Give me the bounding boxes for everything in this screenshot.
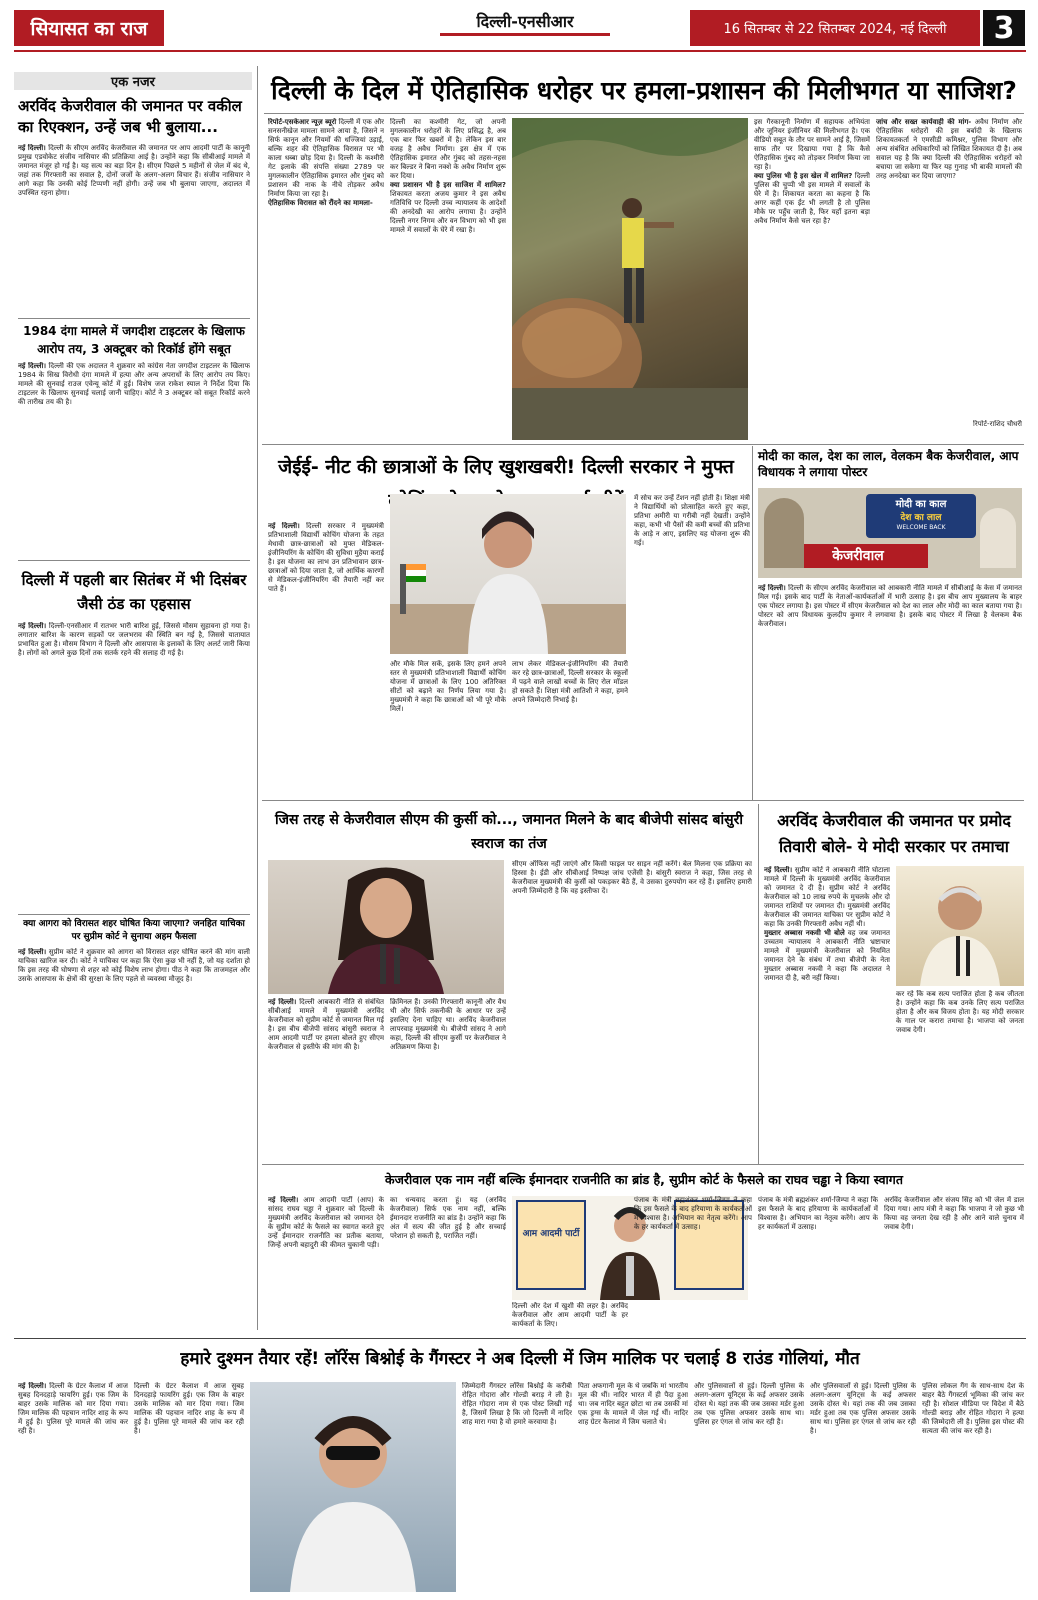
divider	[262, 1164, 1024, 1165]
victim-photo	[250, 1382, 456, 1592]
story-body	[268, 522, 384, 794]
divider	[262, 800, 1024, 801]
masthead-brand: सियासत का राज	[14, 10, 164, 46]
story-body	[18, 948, 250, 1326]
story-body: लाभ लेकर मेडिकल-इंजीनियरिंग की तैयारी कर रहे छात्र-छात्राओं, दिल्ली सरकार के स्कूलों में पढ़ने वाले लाखों बच्चों के लिए रोल मॉडल हो सकते हैं। शिक्षा मंत्री आतिशी ने कहा, हमने अपने जिम्मेदारी निभाई है।	[512, 660, 628, 704]
pramod-tiwari-photo	[896, 866, 1024, 986]
dateline: नई दिल्ली।	[764, 866, 793, 874]
subhead: क्या प्रशासन भी है इस साजिश में शामिल?	[390, 181, 506, 189]
story-body	[764, 866, 890, 1158]
story-body: अरविंद केजरीवाल और संजय सिंह को भी जेल में डाल दिया गया। आप मंत्री ने कहा कि भाजपा ने जो कुछ भी किया वह जनता देख रही है और आने वाले चुनाव में जवाब देगी।	[884, 1196, 1024, 1231]
reporter-credit: रिपोर्ट-राशिद चौधरी	[973, 420, 1022, 428]
story-body: पंजाब के मंत्री ब्रह्मशंकर शर्मा-जिम्पा ने कहा कि इस फैसले के बाद हरियाणा के कार्यकर्ताओं में विश्वास है। अभियान का नेतृत्व करेंगे। आप के हर कार्यकर्ता में उत्साह।	[634, 1196, 752, 1231]
story-body: दिल्ली के ग्रेटर कैलाश में आज सुबह दिनदहाड़े फायरिंग हुई। एक जिम के बाहर उसके मालिक को मार दिया गया। जिम मालिक की पहचान नादिर शाह के रूप में हुई है। पुलिस पूरे मामले की जांच कर रही है।	[134, 1382, 244, 1435]
subhead: ऐतिहासिक विरासत को रौंदने का मामला-	[268, 199, 373, 207]
story-body	[268, 998, 384, 1162]
photo-caption: दिल्ली और देश में खुशी की लहर है। अरविंद केजरीवाल और आम आदमी पार्टी के हर कार्यकर्ता के लिए।	[512, 1302, 628, 1328]
story-text: दिल्ली के सीएम अरविंद केजरीवाल को आबकारी नीति मामले में सीबीआई के केस में जमानत मिल गई। इसके बाद पार्टी के नेताओं-कार्यकर्ताओं में भारी उत्साह है। इस बीच आप मुख्यालय के बाहर एक पोस्टर लगाया है। इस पोस्टर में सीएम केजरीवाल को देश का लाल और मोदी का काल बताया गया है। पोस्टर को आप विधायक कुलदीप कुमार ने लगवाया है। इसके बाद पोस्टर में लिखा है वेलकम बैक केजरीवाल।	[758, 584, 1022, 628]
story-body	[18, 622, 250, 912]
story-text: इस गैरकानूनी निर्माण में सहायक अभियंता और जूनियर इंजीनियर की मिलीभगत है। एक वीडियो सबूत के तौर पर सामने आई है, जिसमें साफ तौर पर दिखाया गया है कि कैसे ऐतिहासिक गुंबद को तोड़कर निर्माण किया जा रहा है।	[754, 118, 870, 171]
masthead-rule	[14, 50, 1026, 52]
story-text: शिकायत करता अजय कुमार ने इस अवैध गतिविधि पर दिल्ली उच्च न्यायालय के आदेशों की अनदेखी का आरोप लगाया है। उन्होंने दिल्ली नगर निगम और वन विभाग को भी इस मामले में सवालों के घेरे में रखा है।	[390, 190, 506, 234]
story-body: पिता अफगानी मूल के थे जबकि मां भारतीय मूल की थीं। नादिर भारत में ही पैदा हुआ था। जब नादिर बहुत छोटा था तब उसकी मां एक ड्रग्स के मामले में जेल गई थीं। नादिर शाह ग्रेटर कैलाश में जिम चलाते थे।	[578, 1382, 688, 1426]
story-text: दिल्ली-एनसीआर में रातभर भारी बारिश हुई, जिससे मौसम सुहावना हो गया है। लगातार बारिश के कारण सड़कों पर जलभराव की स्थिति बन गई है, जिससे यातायात प्रभावित हुआ है। मौसम विभाग ने दिल्ली और आसपास के इलाकों के लिए अलर्ट जारी किया है। लोगों को अगले कुछ दिनों तक सतर्क रहने की सलाह दी गई है।	[18, 622, 250, 657]
story-body	[18, 1382, 128, 1592]
dateline: नई दिल्ली।	[18, 948, 47, 956]
story-headline: जिस तरह से केजरीवाल सीएम की कुर्सी को..., जमानत मिलने के बाद बीजेपी सांसद बांसुरी स्वराज का तंज	[275, 812, 743, 852]
photo-illustration	[896, 866, 1024, 986]
page-number: 3	[983, 10, 1025, 46]
subhead: मुख्तार अब्बास नकवी भी बोले	[764, 929, 845, 937]
heritage-site-photo	[512, 118, 748, 440]
story-headline: अरविंद केजरीवाल की जमानत पर वकील का रिएक्शन, उन्हें जब भी बुलाया...	[18, 97, 242, 136]
story-body: क्रिमिनल हैं। उनकी गिरफ्तारी कानूनी और वैध थी और सिर्फ तकनीकी के आधार पर उन्हें इसलिए देना चाहिए था। अरविंद केजरीवाल लापरवाह मुख्यमंत्री थे। बीजेपी सांसद ने आगे कहा, दिल्ली की सीएम कुर्सी पर केजरीवाल ने अतिक्रमण किया है।	[390, 998, 506, 1051]
story-body: सीएम ऑफिस नहीं जाएंगे और किसी फाइल पर साइन नहीं करेंगे। बेल मिलना एक प्रक्रिया का हिस्सा है। ईडी और सीबीआई निष्पक्ष जांच एजेंसी है। बांसुरी स्वराज ने कहा, जिस तरह से केजरीवाल मुख्यमंत्री की कुर्सी को पकड़कर बैठे हैं, वे उसका दुरुपयोग कर रहे हैं। इसलिए हमारी अपनी जिम्मेदारी है कि वह इस्तीफा दें।	[512, 860, 752, 895]
masthead-date: 16 सितम्बर से 22 सितम्बर 2024, नई दिल्ली	[690, 10, 980, 46]
story-body	[268, 118, 384, 442]
divider	[18, 560, 250, 561]
story-body	[18, 362, 250, 560]
story-body: और मौके मिल सकें, इसके लिए हमने अपने स्तर से मुख्यमंत्री प्रतिभाशाली विद्यार्थी कोचिंग योजना में छात्राओं के लिए 100 अतिरिक्त सीटों को बढ़ाने का निर्णय लिया गया है। मुख्यमंत्री ने कहा कि छात्राओं को भी पूरे मौके मिलें।	[390, 660, 506, 713]
photo-illustration	[250, 1382, 456, 1592]
column-rule	[257, 66, 258, 1330]
column-rule	[752, 446, 753, 800]
divider	[18, 914, 250, 915]
story-text: सुप्रीम कोर्ट ने शुक्रवार को आगरा को विरासत शहर घोषित करने की मांग वाली याचिका खारिज कर दी। कोर्ट ने याचिका पर कहा कि ऐसा कुछ भी नहीं है, जो यह दर्शाता हो कि इस तरह की घोषणा से शहर को कोई विशेष लाभ होगा। पीठ ने कहा कि ताजमहल और उसके आसपास के क्षेत्रों की सुरक्षा के लिए पहले से व्यवस्था मौजूद है।	[18, 948, 250, 983]
person-figure	[764, 498, 804, 568]
story-text: आम आदमी पार्टी (आप) के सांसद राघव चड्ढा ने शुक्रवार को दिल्ली के मुख्यमंत्री अरविंद केजरीवाल को जमानत देने के सुप्रीम कोर्ट के फैसले का स्वागत करते हुए उन्हें ईमानदार राजनीति का प्रतीक बताया, जिन्हें अपनी बहादुरी की कीमत चुकानी पड़ी।	[268, 1196, 384, 1249]
photo-illustration	[512, 118, 748, 440]
story-text: वह जब जमानत उच्चतम न्यायालय ने आबकारी नीति भ्रष्टाचार मामले में मुख्यमंत्री केजरीवाल को नियमित जमानत देने के संबंध में तथा बीजेपी के नेता मुख्तार अब्बास नकवी ने कहा कि अदालत ने जमानत दी है, बरी नहीं किया।	[764, 929, 890, 982]
story-text: दिल्ली सरकार ने मुख्यमंत्री प्रतिभाशाली विद्यार्थी कोचिंग योजना के तहत मेधावी छात्र-छात्राओं को मुफ्त मेडिकल-इंजीनियरिंग के कोचिंग की सुविधा मुहैया कराई है। इस योजना का लाभ उन प्रतिभावान छात्र-छात्राओं को दिया जाता है, जो आर्थिक कारणों से मेडिकल-इंजीनियरिंग की तैयारी नहीं कर पाते हैं।	[268, 522, 384, 593]
story-text: दिल्ली आबकारी नीति से संबंधित सीबीआई मामले में मुख्यमंत्री अरविंद केजरीवाल को सुप्रीम कोर्ट से जमानत मिल गई है। इस बीच बीजेपी सांसद बांसुरी स्वराज ने आम आदमी पार्टी पर हमला बोलते हुए सीएम केजरीवाल से इस्तीफे की मांग की है।	[268, 998, 384, 1051]
lead-headline: दिल्ली के दिल में ऐतिहासिक धरोहर पर हमला-प्रशासन की मिलीभगत या साजिश?	[264, 68, 1024, 114]
story-headline: केजरीवाल एक नाम नहीं बल्कि ईमानदार राजनीति का ब्रांड है, सुप्रीम कोर्ट के फैसले का राघव चड्ढा ने किया स्वागत	[385, 1172, 903, 1187]
story-body: और पुलिसवालों से हुई। दिल्ली पुलिस के अलग-अलग यूनिट्स के कई अफसर उसके दोस्त थे। यहां तक की जब उसका मर्डर हुआ तब एक पुलिस अफसर उसके साथ था। पुलिस हर एंगल से जांच कर रही है।	[694, 1382, 804, 1426]
story-body: कर रहे कि कब सत्य पराजित होता है कब जीतता है। उन्होंने कहा कि कब उनके लिए सत्य पराजित होता है और कब विजय होता है। यह मोदी सरकार के गाल पर करारा तमाचा है। भाजपा को जनता जवाब देगी।	[896, 990, 1024, 1034]
divider	[14, 1338, 1026, 1339]
story-text: दिल्ली की एक अदालत ने शुक्रवार को कांग्रेस नेता जगदीश टाइटलर के खिलाफ 1984 के सिख विरोधी दंगा मामले में हत्या और अन्य अपराधों के लिए आरोप तय किए। मामले की सुनवाई राउज एवेन्यू कोर्ट में हुई। विशेष जज राकेश स्याल ने निर्देश दिया कि टाइटलर के खिलाफ सुनवाई चलाई जानी चाहिए। कोर्ट ने 3 अक्टूबर को सबूत रिकॉर्ड करने की तारीख तय की है।	[18, 362, 250, 406]
story-headline: 1984 दंगा मामले में जगदीश टाइटलर के खिलाफ आरोप तय, 3 अक्टूबर को रिकॉर्ड होंगे सबूत	[23, 324, 245, 356]
dateline: नई दिल्ली।	[268, 998, 297, 1006]
dateline: नई दिल्ली।	[268, 522, 300, 530]
story-body: का धन्यवाद करता हूं। यह (अरविंद केजरीवाल) सिर्फ एक नाम नहीं, बल्कि ईमानदार राजनीति का ब्रांड है। उन्होंने कहा कि अंत में सत्य की जीत हुई है और सच्चाई परेशान हो सकती है, पराजित नहीं।	[390, 1196, 506, 1240]
story-body: में सोच कर उन्हें टेंशन नहीं होती है। शिक्षा मंत्री ने विद्यार्थियों को प्रोत्साहित करते हुए कहा, प्रतिभा अमीरी या गरीबी नहीं देखती। उन्होंने कहा, कभी भी पैसों की कमी बच्चों की प्रतिभा के आड़े न आए, इसलिए यह योजना शुरू की गई।	[634, 494, 750, 547]
poster-line: मोदी का काल	[895, 499, 947, 510]
story-body: पुलिस लोकल गैंग के साथ-साथ देश के बाहर बैठे गैंगस्टर्स भूमिका की जांच कर रही है। सोशल मीडिया पर विदेश में बैठे गोल्डी बराड़ और रोहित गोदारा ने हत्या की जिम्मेदारी ली है। पुलिस इस पोस्ट की सत्यता की जांच कर रही है।	[922, 1382, 1024, 1435]
poster-name: केजरीवाल	[788, 544, 928, 568]
masthead-section: दिल्ली-एनसीआर	[440, 10, 610, 36]
divider	[262, 444, 1024, 445]
story-text: दिल्ली के ग्रेटर कैलाश में आज सुबह दिनदहाड़े फायरिंग हुई। एक जिम के बाहर उसके मालिक को मार दिया गया। जिम मालिक की पहचान नादिर शाह के रूप में हुई है। पुलिस पूरे मामले की जांच कर रही है।	[18, 1382, 128, 1435]
section-tag: एक नजर	[14, 72, 252, 90]
story-body	[18, 144, 250, 316]
story-headline: क्या आगरा को विरासत शहर घोषित किया जाएगा? जनहित याचिका पर सुप्रीम कोर्ट ने सुनाया अहम फैसला	[23, 919, 245, 942]
story-text: अवैध निर्माण और ऐतिहासिक धरोहरों की इस बर्बादी के खिलाफ शिकायतकर्ता ने एमसीडी कमिश्नर, पुलिस विभाग और अन्य संबंधित अधिकारियों को लिखित शिकायत दी है। अब सवाल यह है कि क्या दिल्ली की ऐतिहासिक धरोहरों को बचाया जा सकेगा या फिर यह गुनाह भी बाकी मामलों की तरह अनदेखा कर दिया जाएगा?	[876, 118, 1022, 180]
story-body	[268, 1196, 384, 1332]
atishi-photo	[390, 494, 626, 654]
subhead: क्या पुलिस भी है इस खेल में शामिल?	[754, 172, 853, 180]
dateline: नई दिल्ली।	[268, 1196, 299, 1204]
divider	[18, 318, 250, 319]
person-figure	[980, 508, 1016, 568]
story-body	[754, 118, 870, 442]
story-headline: अरविंद केजरीवाल की जमानत पर प्रमोद तिवारी बोले- ये मोदी सरकार पर तमाचा	[777, 811, 1011, 856]
poster-line: देश का लाल	[900, 513, 942, 523]
story-text: दिल्ली में एक और सनसनीखेज मामला सामने आया है, जिसने न सिर्फ कानून और नियमों की धज्जियां उड़ाई, बल्कि शहर की ऐतिहासिक विरासत पर भी काला धब्बा छोड़ दिया है। दिल्ली के कश्मीरी गेट इलाके की संपत्ति संख्या 2789 पर मुगलकालीन ऐतिहासिक इमारत और गुंबद को प्रशासन की नाक के नीचे तोड़कर अवैध निर्माण किया जा रहा है।	[268, 118, 384, 198]
bansuri-swaraj-photo	[268, 860, 504, 994]
story-headline: हमारे दुश्मन तैयार रहें! लॉरेंस बिश्नोई के गैंगस्टर ने अब दिल्ली में जिम मालिक पर चलाई 8 राउंड गोलियां, मौत	[180, 1349, 860, 1369]
story-body: पंजाब के मंत्री ब्रह्मशंकर शर्मा-जिम्पा ने कहा कि इस फैसले के बाद हरियाणा के कार्यकर्ताओं में विश्वास है। अभियान का नेतृत्व करेंगे। आप के हर कार्यकर्ता में उत्साह।	[758, 1196, 878, 1231]
story-body	[390, 118, 506, 442]
story-text: दिल्ली का कश्मीरी गेट, जो अपनी मुगलकालीन धरोहरों के लिए प्रसिद्ध है, अब एक बार फिर खबरों में है। लेकिन इस बार वजह है अवैध निर्माण। इस क्षेत्र में एक ऐतिहासिक इमारत और गुंबद को तहस-नहस कर बिल्डर ने बिना नक्शे के अवैध निर्माण शुरू कर दिया।	[390, 118, 506, 180]
story-headline: जेईई- नीट की छात्राओं के लिए खुशखबरी! दिल्ली सरकार ने मुफ्त	[278, 456, 734, 478]
dateline: नई दिल्ली।	[18, 1382, 47, 1390]
dateline: नई दिल्ली।	[18, 144, 46, 152]
story-body: जिम्मेदारी गैंगस्टर लॉरेंस बिश्नोई के करीबी रोहित गोदारा और गोल्डी बराड़ ने ली है। रोहित गोदारा नाम से एक पोस्ट लिखी गई है, जिसमें लिखा है कि जो दिल्ली में नादिर शाह मारा गया है वो हमारे करवाया है।	[462, 1382, 572, 1426]
dateline: नई दिल्ली।	[758, 584, 786, 592]
column-rule	[758, 804, 759, 1164]
story-headline: दिल्ली में पहली बार सितंबर में भी दिसंबर जैसी ठंड का एहसास	[21, 571, 247, 613]
story-body	[758, 584, 1022, 798]
party-poster	[516, 1200, 586, 1290]
dateline: नई दिल्ली।	[18, 622, 47, 630]
dateline: नई दिल्ली।	[18, 362, 46, 370]
poster-text: आम आदमी पार्टी	[522, 1229, 580, 1239]
story-body	[876, 118, 1022, 414]
story-body: और पुलिसवालों से हुई। दिल्ली पुलिस के अलग-अलग यूनिट्स के कई अफसर उसके दोस्त थे। यहां तक की जब उसका मर्डर हुआ तब एक पुलिस अफसर उसके साथ था। पुलिस हर एंगल से जांच कर रही है।	[810, 1382, 916, 1435]
poster-photo	[758, 488, 1022, 578]
story-text: दिल्ली पुलिस की चुप्पी भी इस मामले में सवालों के घेरे में है। शिकायत करता का कहना है कि अगर कहीं एक ईंट भी लगती है तो पुलिस मौके पर पहुँच जाती है, फिर यहाँ इतना बड़ा अवैध निर्माण कैसे चल रहा है?	[754, 172, 870, 225]
story-text: दिल्ली के सीएम अरविंद केजरीवाल की जमानत पर आप आदमी पार्टी के कानूनी प्रमुख एडवोकेट संजीव नासियार की प्रतिक्रिया आई है। उन्होंने कहा कि सीबीआई मामले में जमानत मंजूर हो गई है। यह सत्य का बड़ा दिन है। सीएम पिछले 5 महीनों से जेल में बंद थे, जहां तक गिरफ्तारी का सवाल है, दोनों जजों के अलग-अलग विचार हैं। संजीव नासियार ने आगे कहा कि उनकी कोई टिप्पणी नहीं होगी। उन्हें जब भी बुलाया जाएगा, अदालत में उपस्थित रहना होगा।	[18, 144, 250, 197]
photo-illustration	[268, 860, 504, 994]
photo-illustration	[390, 494, 626, 654]
poster-line: WELCOME BACK	[896, 524, 946, 531]
story-headline: मोदी का काल, देश का लाल, वेलकम बैक केजरीवाल, आप विधायक ने लगाया पोस्टर	[758, 449, 1019, 479]
story-text: सुप्रीम कोर्ट ने आबकारी नीति घोटाला मामले में दिल्ली के मुख्यमंत्री अरविंद केजरीवाल को जमानत दे दी है। सुप्रीम कोर्ट ने अरविंद केजरीवाल को 10 लाख रुपये के मुचलके और दो जमानत राशियों पर जमानत दी। मुख्यमंत्री अरविंद केजरीवाल की जमानत याचिका पर सुप्रीम कोर्ट ने कहा कि उनकी गिरफ्तारी अवैध नहीं थी।	[764, 866, 890, 928]
byline: रिपोर्ट-एसकेआर न्यूज़ ब्यूरो	[268, 118, 337, 126]
subhead: जांच और सख्त कार्यवाही की मांग-	[876, 118, 972, 126]
